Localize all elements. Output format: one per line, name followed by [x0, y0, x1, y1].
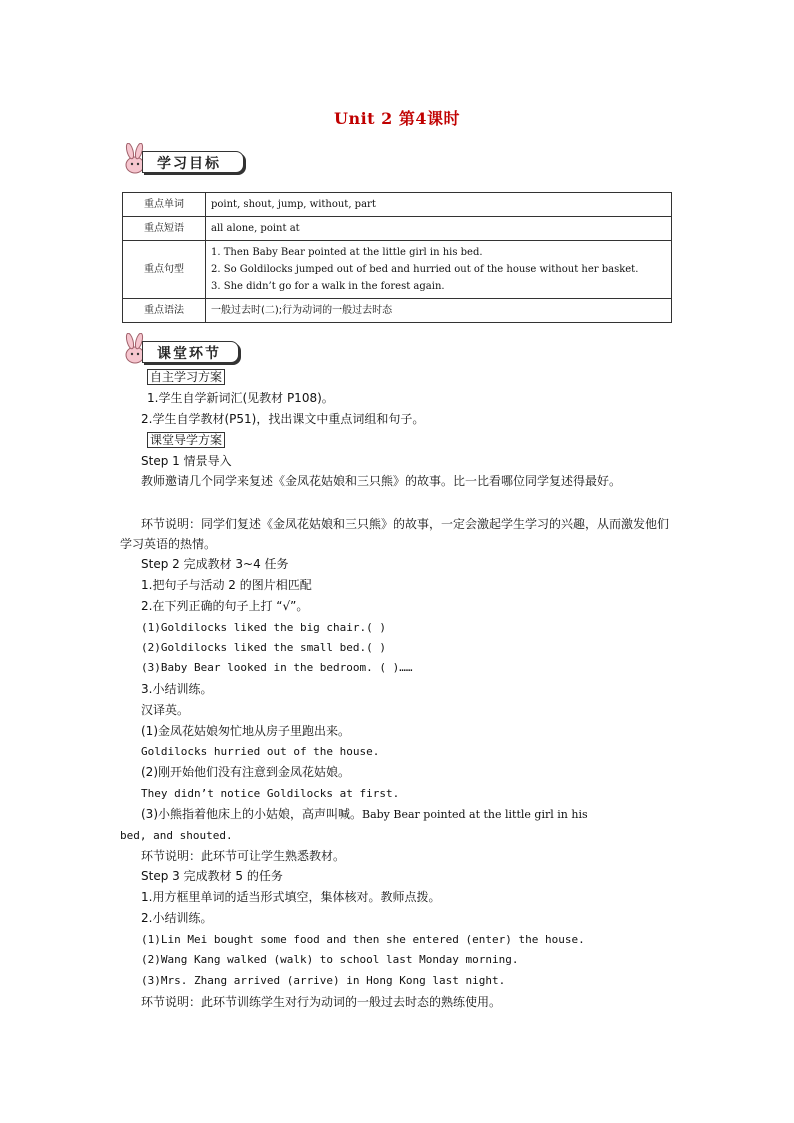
- list-item: (3)Mrs. Zhang arrived (arrive) in Hong Kong last night.: [141, 974, 506, 987]
- list-item: 3.小结训练。: [141, 682, 213, 696]
- key-points-table: [122, 192, 672, 323]
- row-key: 重点单词: [123, 193, 206, 217]
- translation-cn: (1)金凤花姑娘匆忙地从房子里跑出来。: [141, 724, 350, 738]
- row-line: 2. So Goldilocks jumped out of bed and hurried out of the house without her basket.: [211, 264, 639, 275]
- table-row: [123, 193, 672, 217]
- list-item: 1.把句子与活动 2 的图片相匹配: [141, 578, 312, 592]
- note: 环节说明：此环节可让学生熟悉教材。: [141, 849, 346, 863]
- row-value: [206, 193, 672, 217]
- row-line: 3. She didn’t go for a walk in the forest again.: [211, 281, 445, 292]
- self-study-heading: 自主学习方案: [147, 370, 225, 384]
- paragraph: 教师邀请几个同学来复述《金凤花姑娘和三只熊》的故事。比一比看哪位同学复述得最好。: [141, 474, 622, 488]
- paragraph: 环节说明：同学们复述《金凤花姑娘和三只熊》的故事，一定会激起学生学习的兴趣，从而激发他们学习英语的热情。: [120, 517, 670, 551]
- class-badge: [120, 333, 245, 365]
- list-item: (2)Wang Kang walked (walk) to school last Monday morning.: [141, 953, 519, 966]
- row-key: 重点短语: [123, 217, 206, 241]
- step-heading: Step 2 完成教材 3~4 任务: [141, 557, 289, 571]
- list-item: (1)Goldilocks liked the big chair.( ): [141, 621, 387, 634]
- row-value: [206, 299, 672, 323]
- list-item: (3)Baby Bear looked in the bedroom. ( )……: [141, 661, 413, 674]
- note: 环节说明：此环节训练学生对行为动词的一般过去时态的熟练使用。: [141, 995, 502, 1009]
- row-line: all alone, point at: [211, 223, 300, 234]
- list-item: 1.用方框里单词的适当形式填空，集体核对。教师点拨。: [141, 890, 441, 904]
- step-heading: Step 3 完成教材 5 的任务: [141, 869, 283, 883]
- list-item: 2.小结训练。: [141, 911, 213, 925]
- step-heading: Step 1 情景导入: [141, 454, 232, 468]
- row-key: 重点语法: [123, 299, 206, 323]
- row-line: point, shout, jump, without, part: [211, 199, 376, 210]
- objectives-badge: [120, 143, 245, 175]
- class-label: 课堂环节: [157, 346, 221, 362]
- self-study-item: 1.学生自学新词汇(见教材 P108)。: [147, 391, 334, 405]
- row-line: 1. Then Baby Bear pointed at the little girl in his bed.: [211, 247, 483, 258]
- table-row: [123, 217, 672, 241]
- table-row: [123, 299, 672, 323]
- list-item: (1)Lin Mei bought some food and then she entered (enter) the house.: [141, 933, 585, 946]
- self-study-item: 2.学生自学教材(P51)，找出课文中重点词组和句子。: [141, 412, 425, 426]
- table-row: [123, 241, 672, 299]
- list-item: (2)Goldilocks liked the small bed.( ): [141, 641, 387, 654]
- translation-en: bed, and shouted.: [120, 829, 233, 842]
- row-key: 重点句型: [123, 241, 206, 299]
- list-item: 汉译英。: [141, 703, 190, 717]
- objectives-label: 学习目标: [157, 156, 221, 172]
- translation-cn: (3)小熊指着他床上的小姑娘，高声叫喊。Baby Bear pointed at the little girl in his: [141, 807, 588, 821]
- row-value: [206, 217, 672, 241]
- translation-cn: (2)刚开始他们没有注意到金凤花姑娘。: [141, 765, 350, 779]
- page-title: Unit 2 第4课时: [334, 109, 460, 128]
- row-line: 一般过去时(二);行为动词的一般过去时态: [211, 305, 393, 316]
- translation-en: They didn’t notice Goldilocks at first.: [141, 787, 400, 800]
- translation-en: Goldilocks hurried out of the house.: [141, 745, 380, 758]
- row-value: [206, 241, 672, 299]
- guided-heading: 课堂导学方案: [147, 433, 225, 447]
- list-item: 2.在下列正确的句子上打 “√”。: [141, 599, 309, 613]
